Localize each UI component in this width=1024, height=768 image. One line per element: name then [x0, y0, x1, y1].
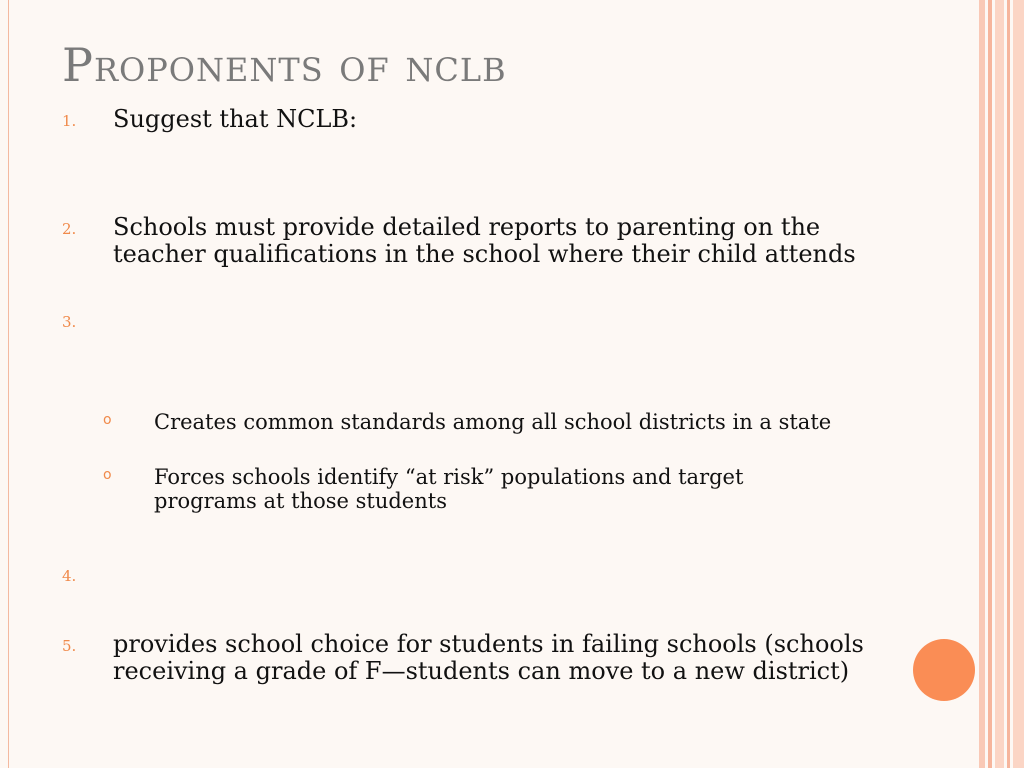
slide-title: Proponents of nclb: [62, 38, 507, 92]
list-number: 4.: [62, 567, 77, 585]
list-item-text: Suggest that NCLB:: [113, 105, 358, 133]
accent-circle: [913, 639, 975, 701]
decorative-stripe: [1007, 0, 1010, 768]
bullet-icon: o: [103, 412, 112, 428]
list-number: 1.: [62, 112, 77, 130]
list-item-text: Schools must provide detailed reports to parenting on the teacher qualifications in the school where their child attends: [113, 213, 856, 268]
sub-list-item-text: Creates common standards among all school districts in a state: [154, 410, 832, 434]
list-number: 3.: [62, 313, 77, 331]
list-number: 2.: [62, 220, 77, 238]
decorative-stripe: [995, 0, 1004, 768]
list-number: 5.: [62, 637, 77, 655]
list-item-text: provides school choice for students in failing schools (schools receiving a grade of F—students can move to a new district): [113, 630, 864, 685]
decorative-stripe: [988, 0, 992, 768]
bullet-icon: o: [103, 467, 112, 483]
decorative-stripe: [979, 0, 985, 768]
sub-list-item-text: Forces schools identify “at risk” populations and target programs at those students: [154, 465, 744, 513]
left-border-line: [8, 0, 9, 768]
decorative-stripe: [1013, 0, 1024, 768]
